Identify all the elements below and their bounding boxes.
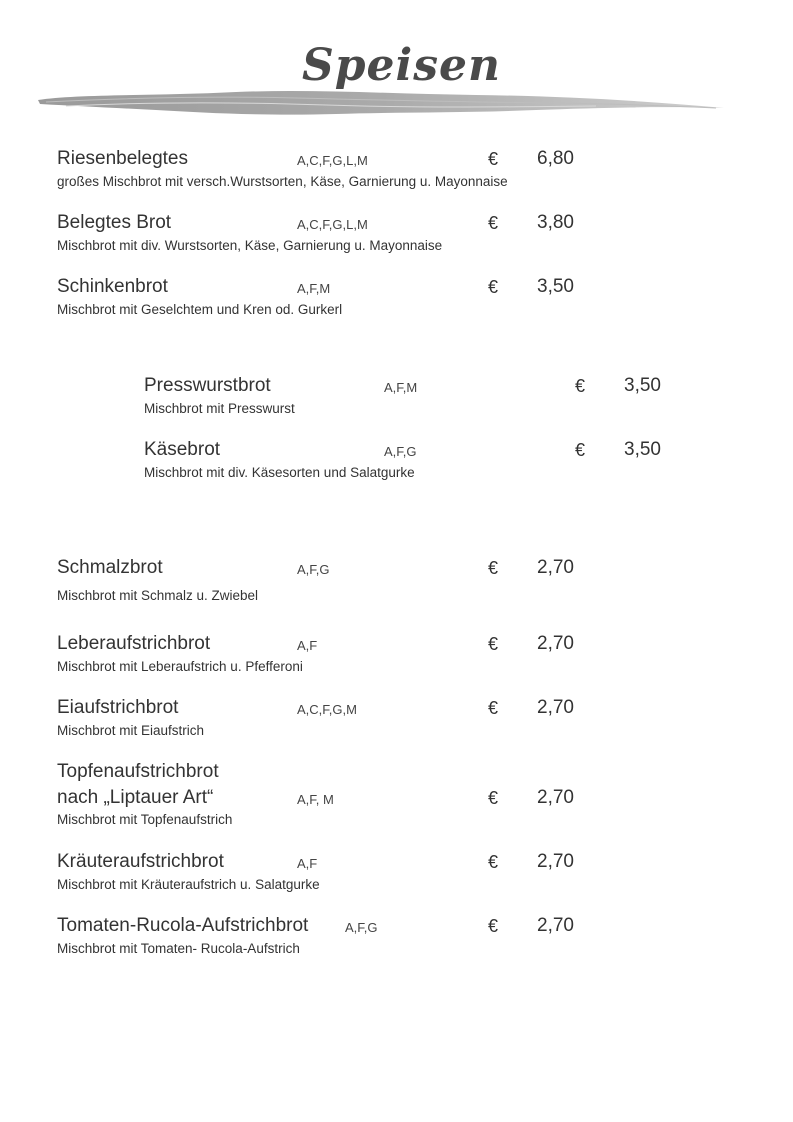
item-price: 2,70: [537, 633, 574, 654]
item-allergens: A,F: [297, 638, 318, 653]
item-price: 3,80: [537, 212, 574, 233]
item-name: Käsebrot: [144, 439, 221, 460]
item-name: Leberaufstrichbrot: [57, 633, 211, 654]
item-description: Mischbrot mit Leberaufstrich u. Pfefferoni: [57, 659, 303, 674]
item-currency: €: [488, 558, 499, 578]
item-allergens: A,F,G: [384, 444, 417, 459]
item-allergens: A,F: [297, 856, 318, 871]
item-name: Tomaten-Rucola-Aufstrichbrot: [57, 915, 309, 936]
item-price: 6,80: [537, 148, 574, 169]
item-name: Riesenbelegtes: [57, 148, 188, 169]
item-currency: €: [488, 149, 499, 169]
item-currency: €: [488, 788, 499, 808]
item-price: 2,70: [537, 787, 574, 808]
item-description: Mischbrot mit Topfenaufstrich: [57, 812, 233, 827]
item-currency: €: [575, 440, 586, 460]
item-allergens: A,F, M: [297, 792, 334, 807]
item-price: 3,50: [624, 375, 661, 396]
item-description: Mischbrot mit Schmalz u. Zwiebel: [57, 588, 259, 603]
item-description: Mischbrot mit Tomaten- Rucola-Aufstrich: [57, 941, 300, 956]
item-description: Mischbrot mit div. Wurstsorten, Käse, Garnierung u. Mayonnaise: [57, 238, 443, 253]
item-currency: €: [575, 376, 586, 396]
brush-stroke-decoration: [36, 86, 726, 118]
item-name-line2: nach „Liptauer Art“: [57, 787, 214, 808]
item-description: großes Mischbrot mit versch.Wurstsorten, Käse, Garnierung u. Mayonnaise: [57, 174, 508, 189]
item-price: 2,70: [537, 915, 574, 936]
item-name: Schinkenbrot: [57, 276, 168, 297]
item-allergens: A,F,G: [297, 562, 330, 577]
item-allergens: A,F,M: [384, 380, 418, 395]
item-allergens: A,F,G: [345, 920, 378, 935]
item-name: Belegtes Brot: [57, 212, 172, 233]
item-currency: €: [488, 916, 499, 936]
item-description: Mischbrot mit Geselchtem und Kren od. Gurkerl: [57, 302, 343, 317]
item-allergens: A,C,F,G,L,M: [297, 153, 368, 168]
item-currency: €: [488, 277, 499, 297]
item-currency: €: [488, 213, 499, 233]
item-description: Mischbrot mit div. Käsesorten und Salatgurke: [144, 465, 415, 480]
item-name: Eiaufstrichbrot: [57, 697, 179, 718]
item-currency: €: [488, 634, 499, 654]
item-name: Schmalzbrot: [57, 557, 163, 578]
item-description: Mischbrot mit Presswurst: [144, 401, 295, 416]
item-price: 2,70: [537, 851, 574, 872]
item-allergens: A,C,F,G,M: [297, 702, 357, 717]
item-name: Kräuteraufstrichbrot: [57, 851, 224, 872]
item-price: 3,50: [624, 439, 661, 460]
item-price: 3,50: [537, 276, 574, 297]
item-name: Topfenaufstrichbrot: [57, 761, 219, 782]
item-currency: €: [488, 852, 499, 872]
page-title: Speisen: [301, 40, 501, 91]
item-allergens: A,C,F,G,L,M: [297, 217, 368, 232]
item-price: 2,70: [537, 697, 574, 718]
item-description: Mischbrot mit Eiaufstrich: [57, 723, 205, 738]
item-allergens: A,F,M: [297, 281, 331, 296]
item-name: Presswurstbrot: [144, 375, 271, 396]
item-currency: €: [488, 698, 499, 718]
item-description: Mischbrot mit Kräuteraufstrich u. Salatgurke: [57, 877, 320, 892]
item-price: 2,70: [537, 557, 574, 578]
